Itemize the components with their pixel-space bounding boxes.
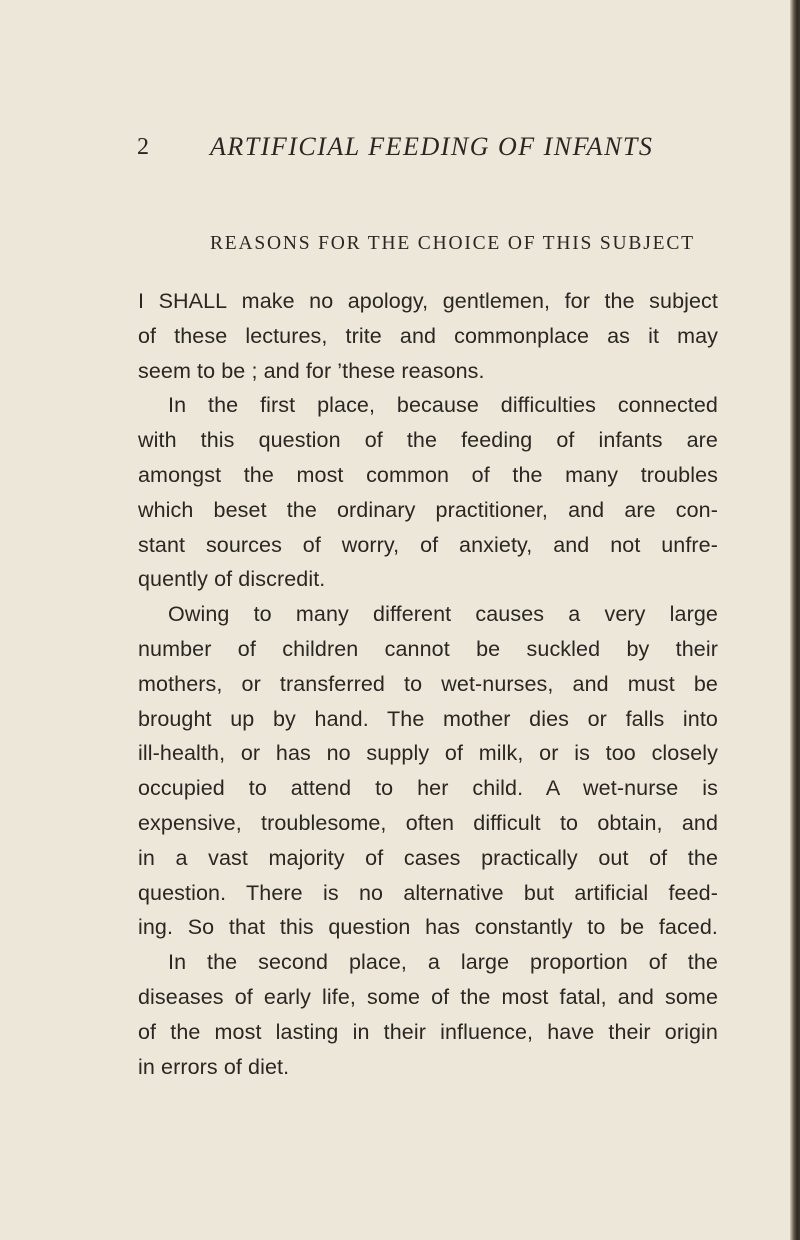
page-edge-shadow: [790, 0, 800, 1240]
text-line: in a vast majority of cases practically out of the: [138, 845, 718, 870]
text-line: occupied to attend to her child. A wet-nurse is: [138, 776, 718, 801]
text-line: number of children cannot be suckled by their: [138, 636, 718, 661]
text-line: [138, 284, 718, 319]
body-text: [138, 284, 718, 1084]
page-number: 2: [137, 134, 149, 160]
section-heading: REASONS FOR THE CHOICE OF THIS SUBJECT: [210, 233, 695, 254]
text-line: In the second place, a large proportion of the: [168, 950, 718, 975]
running-head: [0, 130, 792, 166]
text-line: In the first place, because difficulties connected: [168, 393, 718, 418]
running-title: ARTIFICIAL FEEDING OF INFANTS: [210, 132, 654, 161]
text-line: of the most lasting in their influence, have their origin: [138, 1019, 718, 1044]
text-line: mothers, or transferred to wet-nurses, and must be: [138, 671, 718, 696]
small-caps-lead: I SHALL: [138, 289, 228, 313]
text-line: ill-health, or has no supply of milk, or is too closely: [138, 741, 718, 766]
text-line: with this question of the feeding of infants are: [138, 428, 718, 453]
text-line: which beset the ordinary practitioner, and are con-: [138, 497, 718, 522]
text-line: seem to be ; and for ’these reasons.: [138, 358, 485, 383]
text-line: stant sources of worry, of anxiety, and not unfre-: [138, 532, 718, 557]
text-line: in errors of diet.: [138, 1054, 290, 1079]
text-line: Owing to many different causes a very large: [168, 602, 718, 627]
text-line: brought up by hand. The mother dies or falls into: [138, 706, 718, 731]
text-line: amongst the most common of the many troubles: [138, 462, 718, 487]
text-line: ing. So that this question has constantly to be faced.: [138, 915, 718, 940]
text-line: question. There is no alternative but artificial feed-: [138, 880, 718, 905]
line-text: make no apology, gentlemen, for the subject: [227, 289, 718, 313]
text-line: expensive, troublesome, often difficult to obtain, and: [138, 810, 718, 835]
text-line: diseases of early life, some of the most fatal, and some: [138, 984, 718, 1009]
text-line: of these lectures, trite and commonplace as it may: [138, 323, 718, 348]
text-line: quently of discredit.: [138, 567, 326, 592]
